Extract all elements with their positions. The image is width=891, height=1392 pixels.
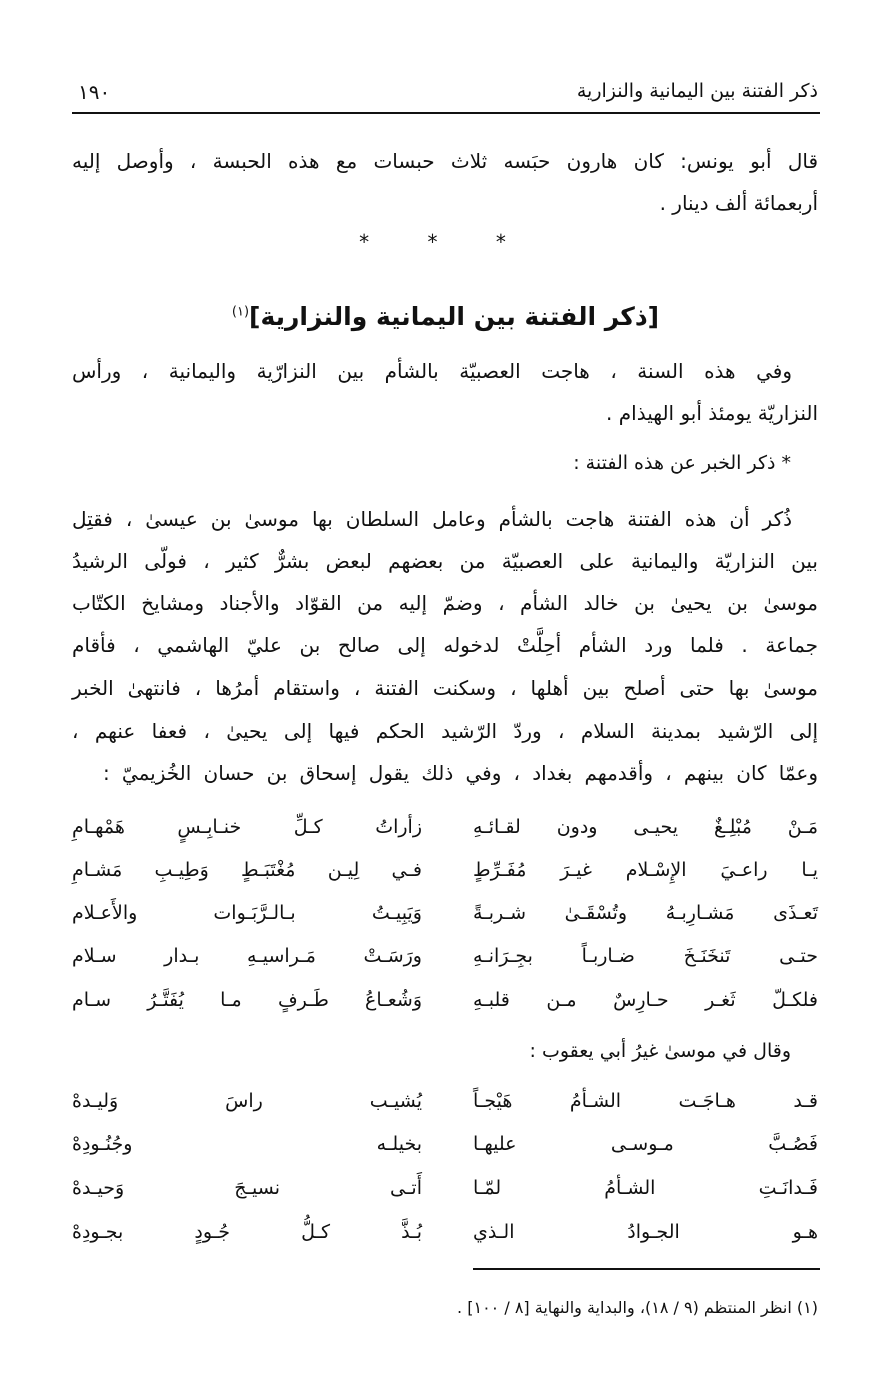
paragraph-line: قال أبو يونس: كان هارون حبَسه ثلاث حبسات مع هذه الحبسة ، وأوصل إليه — [72, 149, 818, 173]
paragraph-line: ذُكر أن هذه الفتنة هاجت بالشأم وعامل السلطان بها موسىٰ بن عيسىٰ ، فقتِل — [72, 507, 792, 531]
section-separator: * * * — [359, 230, 532, 254]
verse-second-hemistich: يُشيـب راسَ وَليـدهْ — [72, 1090, 422, 1112]
section-title-text: [ذكر الفتنة بين اليمانية والنزارية] — [249, 302, 660, 331]
footnote: (١) انظر المنتظم (٩ / ١٨)، والبداية والنهاية [٨ / ١٠٠] . — [457, 1298, 818, 1317]
header-divider — [72, 112, 820, 114]
poem-intro: وقال في موسىٰ غيرُ أبي يعقوب : — [529, 1040, 791, 1062]
footnote-ref[interactable]: (١) — [231, 304, 250, 320]
verse-second-hemistich: بخيلـه وجُنُـودِهْ — [72, 1133, 422, 1155]
paragraph-line: وفي هذه السنة ، هاجت العصبيّة بالشأم بين النزارّية واليمانية ، ورأس — [72, 359, 792, 383]
verse-first-hemistich: فلكـلّ ثَغـر حـارِسٌ مـن قلبـهِ — [473, 989, 818, 1011]
verse-first-hemistich: فَـدانَـتِ الشـأمُ لمّـا — [473, 1177, 818, 1199]
verse-first-hemistich: مَـنْ مُبْلِـغٌ يحيـى ودون لقـائـهِ — [473, 816, 818, 838]
verse-first-hemistich: قـد هـاجَـت الشـأمُ هَيْجـاً — [473, 1090, 818, 1112]
verse-first-hemistich: هـو الجـوادُ الـذي — [473, 1221, 818, 1243]
verse-second-hemistich: أَتـى نسيـجَ وَحيـدهْ — [72, 1177, 422, 1199]
verse-second-hemistich: وَيَبِيـتُ بـالـرَّبَـوات والأَعـلام — [72, 902, 422, 924]
paragraph-line: أربعمائة ألف دينار . — [659, 191, 818, 215]
verse-second-hemistich: فـي لِيـن مُغْتَبَـطٍ وَطِيـبِ مَشـامِ — [72, 859, 422, 881]
section-title — [0, 302, 891, 331]
page-number: ١٩٠ — [78, 80, 111, 104]
paragraph-line: بين النزاريّة واليمانية على العصبيّة من بعضهم لبعض بشرٌّ كثير ، فولّى الرشيدُ — [72, 549, 818, 573]
paragraph-line: جماعة . فلما ورد الشأم أحِلَّتْ لدخوله إلى صالح بن عليّ الهاشمي ، فأقام — [72, 633, 818, 657]
paragraph-line: النزاريّة يومئذ أبو الهيذام . — [606, 401, 818, 425]
subheading: * ذكر الخبر عن هذه الفتنة : — [573, 452, 791, 474]
paragraph-line: وعمّا كان بينهم ، وأقدمهم بغداد ، وفي ذلك يقول إسحاق بن حسان الخُزيميّ : — [103, 761, 818, 785]
verse-first-hemistich: حتـى تَنخَنَـخَ ضـاربـاً بجِـرَانـهِ — [473, 945, 818, 967]
running-header-title: ذكر الفتنة بين اليمانية والنزارية — [576, 80, 818, 102]
paragraph-line: موسىٰ بن يحيىٰ بن خالد الشأم ، وضمّ إليه من القوّاد والأجناد ومشايخ الكتّاب — [72, 591, 818, 615]
paragraph-line: إلى الرّشيد بمدينة السلام ، وردّ الرّشيد الحكم فيها إلى يحيىٰ ، فعفا عنهم ، — [72, 719, 818, 743]
verse-first-hemistich: فَصُـبَّ مـوسـى عليهـا — [473, 1133, 818, 1155]
footnote-divider — [473, 1268, 820, 1270]
verse-first-hemistich: يـا راعـيَ الإِسْـلام غيـرَ مُفَـرِّطٍ — [473, 859, 818, 881]
paragraph-line: موسىٰ بها حتى أصلح بين أهلها ، وسكنت الفتنة ، واستقام أمرُها ، فانتهىٰ الخبر — [72, 676, 818, 700]
verse-first-hemistich: تَعـذَى مَشـارِبـهُ وتُسْقَـىٰ شـربـةً — [473, 902, 818, 924]
verse-second-hemistich: وَشُعـاعُ طَـرفٍ مـا يُفَتَّـرُ سـام — [72, 989, 422, 1011]
verse-second-hemistich: ورَسَـتْ مَـراسيـهِ بـدار سـلام — [72, 945, 422, 967]
verse-second-hemistich: بُـذَّ كـلُّ جُـودٍ بجـودِهْ — [72, 1221, 422, 1243]
verse-second-hemistich: زأراتُ كـلِّ خنـابِـسٍ هَمْهـامِ — [72, 816, 422, 838]
